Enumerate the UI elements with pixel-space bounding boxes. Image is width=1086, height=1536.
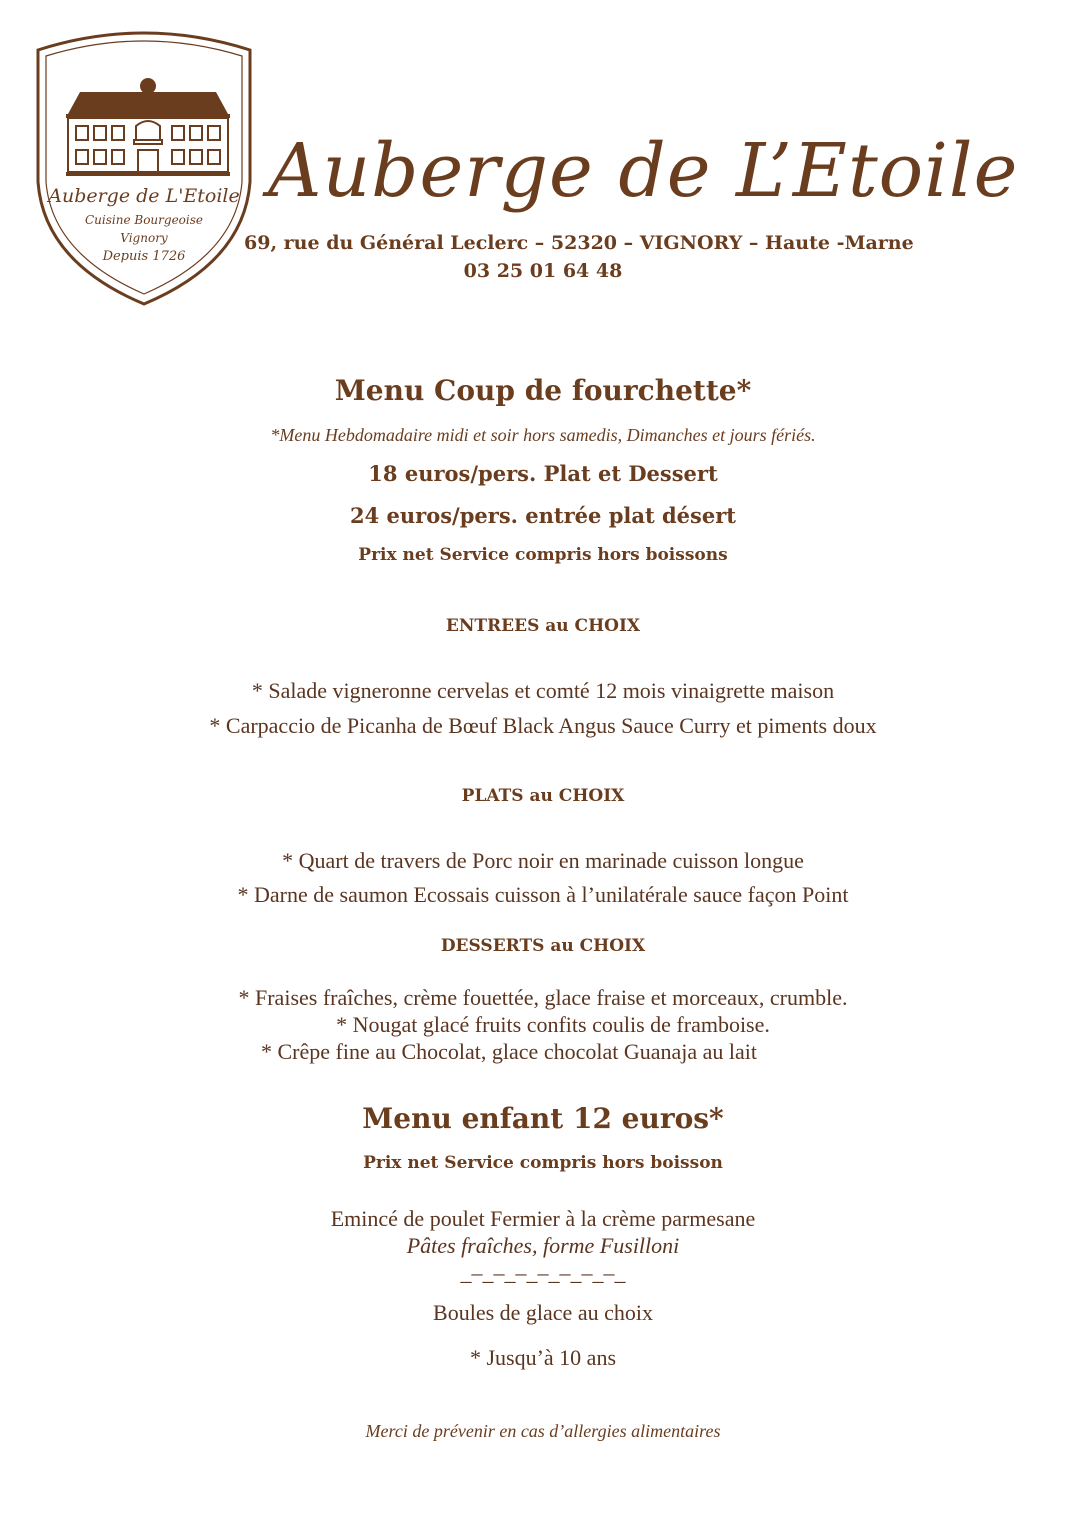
dessert-item: * Crêpe fine au Chocolat, glace chocolat Guanaja au lait: [260, 1039, 757, 1064]
dessert-item: * Fraises fraîches, crème fouettée, glace fraise et morceaux, crumble.: [238, 985, 848, 1010]
kids-price-note: Prix net Service compris hors boisson: [363, 1153, 723, 1173]
separator: _–_–_–_–_–_–_–_: [460, 1260, 626, 1285]
price-note: Prix net Service compris hors boissons: [358, 545, 728, 565]
entree-item: * Salade vigneronne cervelas et comté 12 mois vinaigrette maison: [251, 678, 835, 703]
plat-item: * Darne de saumon Ecossais cuisson à l’unilatérale sauce façon Point: [237, 882, 849, 907]
logo-subtitle: Cuisine Bourgeoise: [84, 213, 204, 227]
plat-item: * Quart de travers de Porc noir en marinade cuisson longue: [282, 848, 804, 873]
restaurant-name: Auberge de L’Etoile: [268, 128, 1019, 214]
menu-note: *Menu Hebdomadaire midi et soir hors samedis, Dimanches et jours fériés.: [270, 425, 816, 445]
entrees-heading: ENTREES au CHOIX: [445, 616, 641, 636]
building-icon: [66, 78, 230, 176]
logo-name: Auberge de L'Etoile: [48, 185, 240, 207]
address: 69, rue du Général Leclerc – 52320 – VIGNORY – Haute -Marne: [244, 232, 914, 254]
entree-item: * Carpaccio de Picanha de Bœuf Black Angus Sauce Curry et piments doux: [209, 713, 877, 738]
kids-dessert: Boules de glace au choix: [433, 1300, 653, 1325]
logo-since: Depuis 1726: [102, 249, 186, 264]
kids-side: Pâtes fraîches, forme Fusilloni: [406, 1233, 680, 1258]
dessert-item: * Nougat glacé fruits confits coulis de framboise.: [336, 1012, 770, 1037]
menu-title: Menu Coup de fourchette*: [334, 374, 752, 407]
kids-dish: Emincé de poulet Fermier à la crème parmesane: [330, 1206, 756, 1231]
plats-heading: PLATS au CHOIX: [461, 786, 625, 806]
price-line-1: 18 euros/pers. Plat et Dessert: [368, 461, 718, 486]
allergy-note: Merci de prévenir en cas d’allergies alimentaires: [365, 1421, 721, 1441]
price-line-2: 24 euros/pers. entrée plat désert: [350, 503, 736, 528]
kids-menu-title: Menu enfant 12 euros*: [362, 1102, 724, 1135]
age-note: * Jusqu’à 10 ans: [469, 1345, 617, 1370]
phone-number: 03 25 01 64 48: [463, 260, 623, 282]
logo-town: Vignory: [120, 231, 168, 245]
desserts-heading: DESSERTS au CHOIX: [440, 936, 646, 956]
